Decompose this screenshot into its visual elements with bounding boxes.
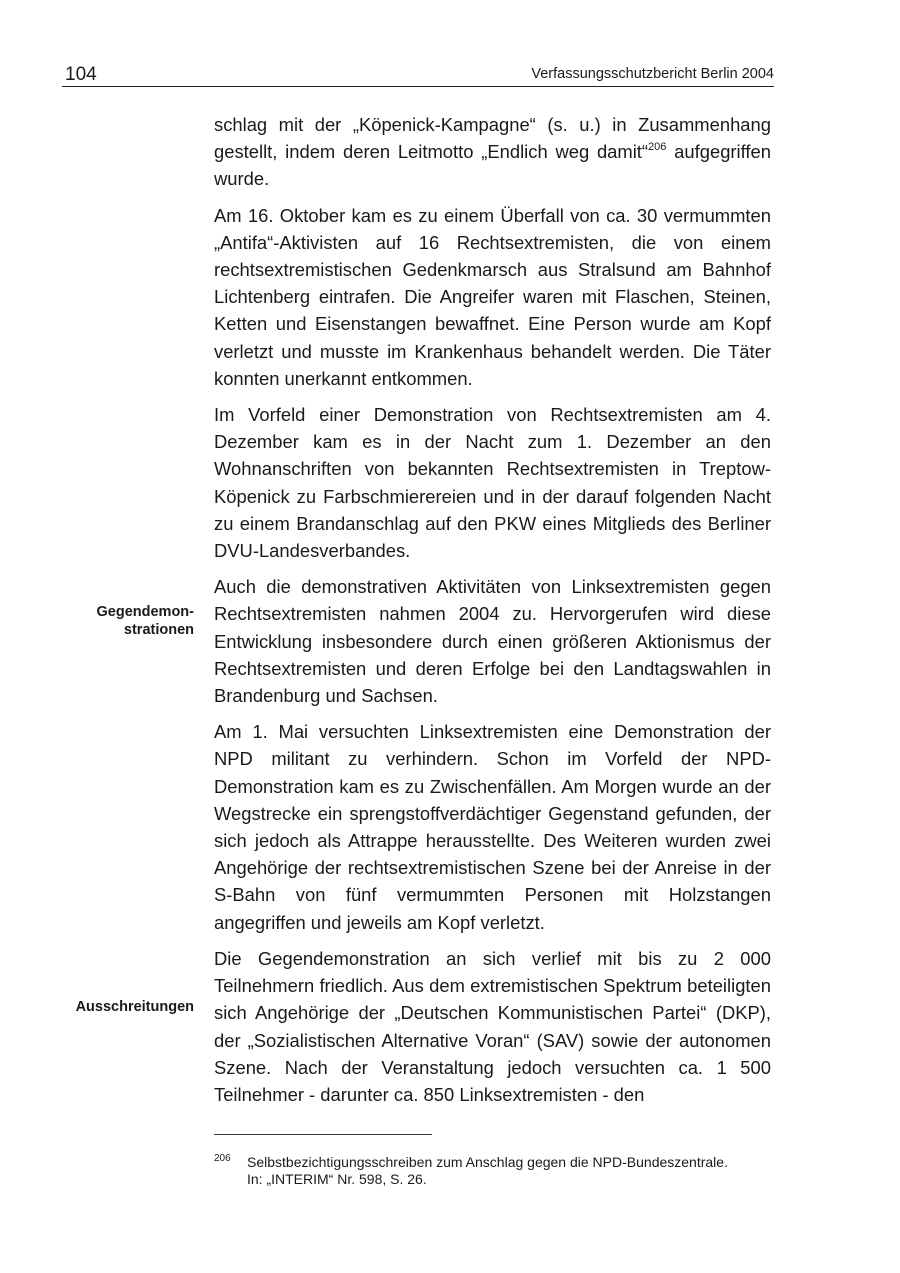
paragraph: Am 1. Mai versuchten Linksextremisten eine Demonstration der NPD militant zu verhindern. Schon im Vorfeld der NPD-Demonstration kam es zu Zwischenfällen. Am Morgen wurde an der Wegstrecke ein sprengstoffverdächtiger Gegenstand gefunden, der sich jedoch als Attrappe herausstellte. Des Weiteren wurden zwei Angehörige der rechtsextremistischen Szene bei der Anreise in der S-Bahn von fünf vermummten Personen mit Holzstangen angegriffen und jeweils am Kopf verletzt. xyxy=(214,721,771,933)
footnote-divider xyxy=(214,1134,432,1135)
margin-note-ausschreitungen: Ausschreitungen xyxy=(75,999,194,1015)
footnote-line: Selbstbezichtigungsschreiben zum Anschlag gegen die NPD-Bundeszentrale. xyxy=(247,1154,728,1170)
margin-note-line: strationen xyxy=(123,622,194,638)
paragraph: Die Gegendemonstration an sich verlief mit bis zu 2 000 Teilnehmern friedlich. Aus dem extremistischen Spektrum beteiligten sich Angehörige der „Deutschen Kommunistischen Partei“ (DKP), der „Sozialistischen Alternative Voran“ (SAV) sowie der autonomen Szene. Nach der Veranstaltung jedoch versuchten ca. 1 500 Teilnehmer - darunter ca. 850 Linksextremisten - den xyxy=(214,947,771,1105)
paragraph: Im Vorfeld einer Demonstration von Rechtsextremisten am 4. Dezember kam es in der Nacht zum 1. Dezember an den Wohnanschriften von bekannten Rechtsextremisten in Treptow-Köpenick zu Farbschmierereien und in der darauf folgenden Nacht zu einem Brandanschlag auf den PKW eines Mitglieds des Berliner DVU-Landesverbandes. xyxy=(214,404,771,562)
footnote-reference[interactable]: 206 xyxy=(648,141,667,154)
paragraph: Auch die demonstrativen Aktivitäten von Linksextremisten gegen Rechtsextremisten nahmen 2004 zu. Hervorgerufen wird diese Entwicklung insbesondere durch einen größeren Aktionismus der Rechtsextremisten und deren Erfolge bei den Landtagswahlen in Brandenburg und Sachsen. xyxy=(214,576,771,707)
running-title: Verfassungsschutzbericht Berlin 2004 xyxy=(531,66,774,82)
page-header xyxy=(62,64,774,87)
body-text xyxy=(214,111,771,1117)
paragraph: schlag mit der „Köpenick-Kampagne“ (s. u.) in Zusammenhang gestellt, indem deren Leitmotto „Endlich weg damit“$^{206}$ aufgegriffen wurde. xyxy=(214,114,771,190)
page-number: 104 xyxy=(65,64,97,85)
footnote-line: In: „INTERIM“ Nr. 598, S. 26. xyxy=(247,1171,427,1187)
footnote-number: 206 xyxy=(214,1153,231,1164)
footnote-text xyxy=(247,1154,774,1188)
margin-note-line: Gegendemon- xyxy=(96,604,194,620)
paragraph: Am 16. Oktober kam es zu einem Überfall von ca. 30 vermummten „Antifa“-Aktivisten auf 16 Rechtsextremisten, die von einem rechtsextremistischen Gedenkmarsch aus Stralsund am Bahnhof Lichtenberg eintrafen. Die Angreifer waren mit Flaschen, Steinen, Ketten und Eisenstangen bewaffnet. Eine Person wurde am Kopf verletzt und musste im Krankenhaus behandelt werden. Die Täter konnten unerkannt entkommen. xyxy=(214,204,771,389)
margin-note-gegendemonstrationen xyxy=(54,603,194,639)
